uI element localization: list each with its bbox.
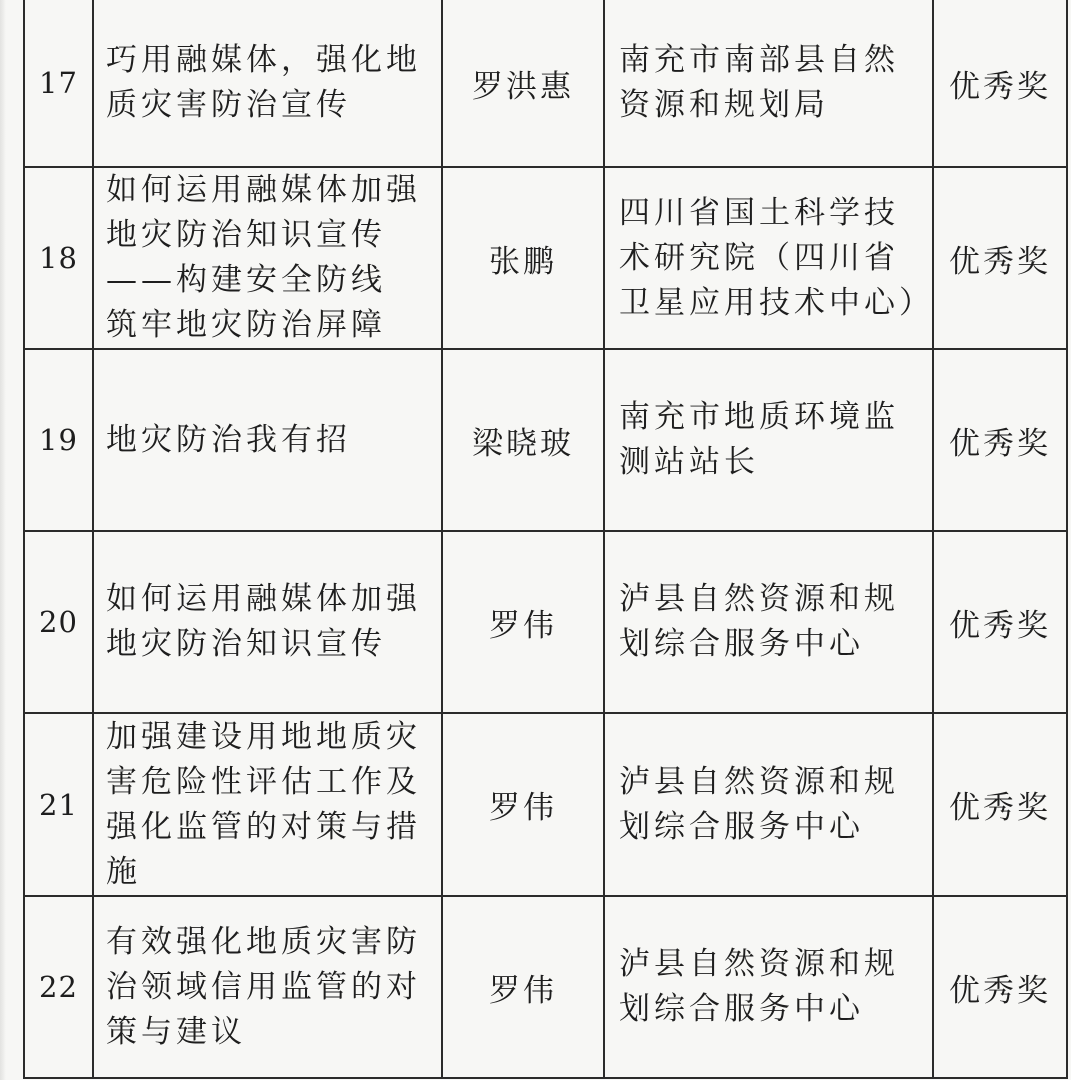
row-number: 21: [24, 713, 93, 896]
entry-organization: 泸县自然资源和规划综合服务中心: [604, 713, 933, 896]
entry-organization: 泸县自然资源和规划综合服务中心: [604, 896, 933, 1078]
table-row: [24, 713, 1067, 896]
entry-award: 优秀奖: [933, 167, 1067, 349]
scan-edge: [0, 0, 6, 1080]
row-number: 19: [24, 349, 93, 531]
entry-organization: 泸县自然资源和规划综合服务中心: [604, 531, 933, 713]
table-row: [24, 349, 1067, 531]
entry-title: 如何运用融媒体加强地灾防治知识宣传: [93, 531, 442, 713]
entry-award: 优秀奖: [933, 531, 1067, 713]
entry-author: 罗伟: [442, 896, 604, 1078]
row-number: 17: [24, 0, 93, 167]
table-row: [24, 531, 1067, 713]
entry-award: 优秀奖: [933, 713, 1067, 896]
entry-organization: 南充市南部县自然资源和规划局: [604, 0, 933, 167]
entry-title: 加强建设用地地质灾害危险性评估工作及强化监管的对策与措施: [93, 713, 442, 896]
entry-title: 有效强化地质灾害防治领域信用监管的对策与建议: [93, 896, 442, 1078]
entry-award: 优秀奖: [933, 0, 1067, 167]
entry-organization: 南充市地质环境监测站站长: [604, 349, 933, 531]
award-table: [23, 0, 1068, 1079]
row-number: 20: [24, 531, 93, 713]
entry-title: 巧用融媒体，强化地质灾害防治宣传: [93, 0, 442, 167]
entry-author: 罗伟: [442, 531, 604, 713]
entry-award: 优秀奖: [933, 349, 1067, 531]
entry-title: 地灾防治我有招: [93, 349, 442, 531]
row-number: 22: [24, 896, 93, 1078]
table-row: [24, 167, 1067, 349]
entry-award: 优秀奖: [933, 896, 1067, 1078]
entry-author: 罗伟: [442, 713, 604, 896]
table-row: [24, 896, 1067, 1078]
entry-author: 罗洪惠: [442, 0, 604, 167]
entry-organization: 四川省国土科学技术研究院（四川省卫星应用技术中心）: [604, 167, 933, 349]
entry-author: 张鹏: [442, 167, 604, 349]
entry-author: 梁晓玻: [442, 349, 604, 531]
table-row: [24, 0, 1067, 167]
row-number: 18: [24, 167, 93, 349]
entry-title: 如何运用融媒体加强地灾防治知识宣传——构建安全防线 筑牢地灾防治屏障: [93, 167, 442, 349]
